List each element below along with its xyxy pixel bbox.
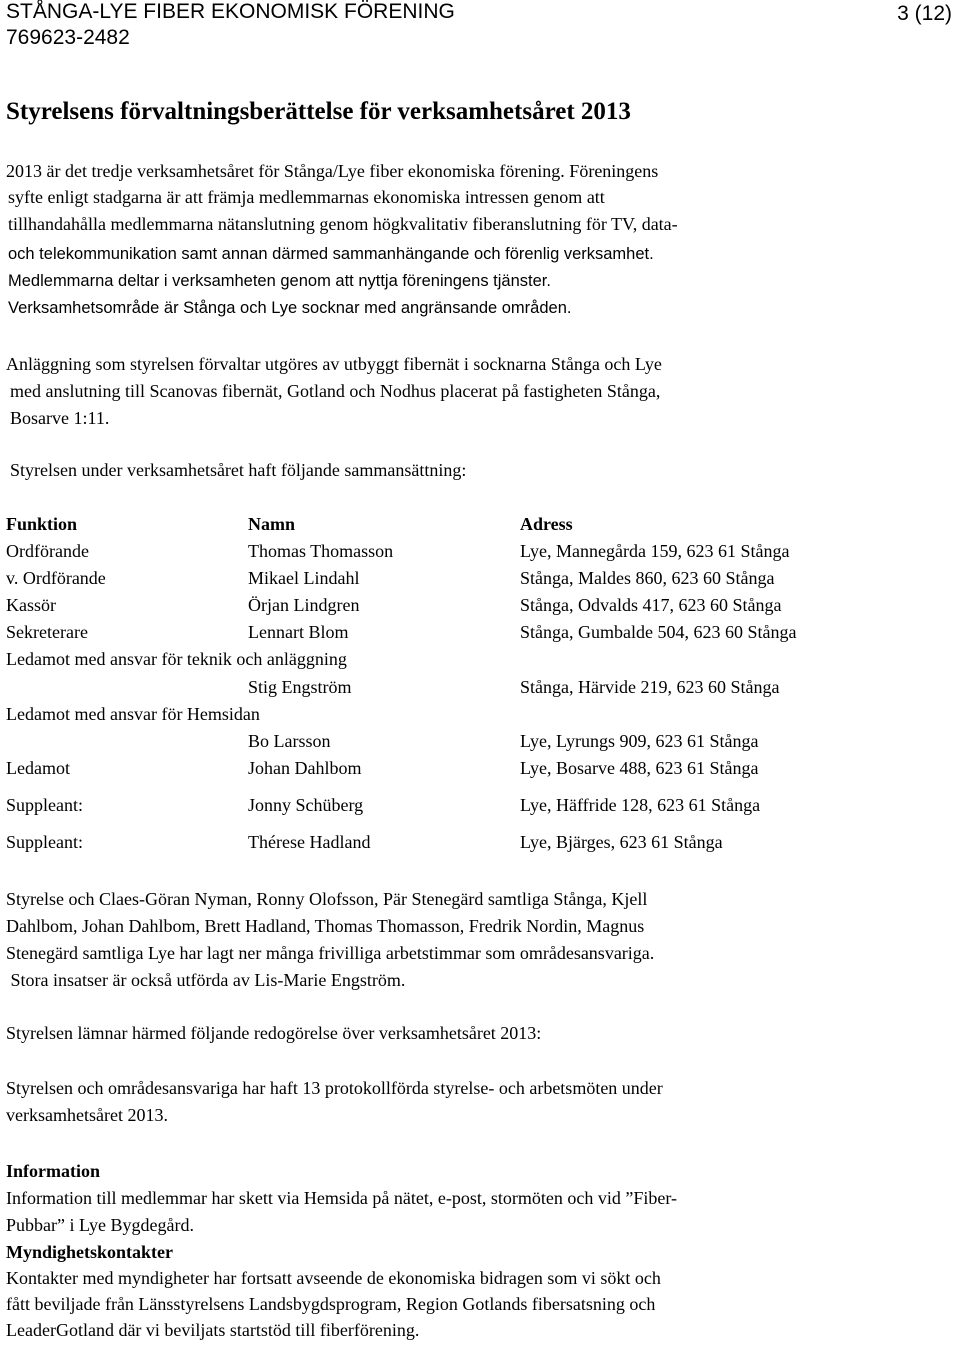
board-address: Stånga, Härvide 219, 623 60 Stånga (520, 677, 780, 697)
report-intro: Styrelsen lämnar härmed följande redogörelse över verksamhetsåret 2013: (6, 1023, 542, 1043)
board-header-address: Adress (520, 514, 573, 534)
board-role: Ledamot (6, 758, 70, 778)
board-address: Lye, Mannegårda 159, 623 61 Stånga (520, 541, 790, 561)
board-name: Thomas Thomasson (248, 541, 394, 561)
board-name: Mikael Lindahl (248, 568, 360, 588)
volunteers-line: Dahlbom, Johan Dahlbom, Brett Hadland, Thomas Thomasson, Fredrik Nordin, Magnus (6, 916, 645, 936)
board-name: Bo Larsson (248, 731, 331, 751)
intro-line: och telekommunikation samt annan därmed sammanhängande och förenlig verksamhet. (8, 245, 654, 263)
authorities-line: Kontakter med myndigheter har fortsatt avseende de ekonomiska bidragen som vi sökt och (6, 1268, 661, 1288)
board-role: Ledamot med ansvar för Hemsidan (6, 704, 260, 724)
information-section (6, 1158, 677, 1239)
board-role: Suppleant: (6, 795, 83, 815)
volunteers-line: Stora insatser är också utförda av Lis-Marie Engström. (6, 970, 406, 990)
board-role: Ledamot med ansvar för teknik och anläggning (6, 649, 347, 669)
board-address: Stånga, Odvalds 417, 623 60 Stånga (520, 595, 782, 615)
org-name: STÅNGA-LYE FIBER EKONOMISK FÖRENING (6, 0, 455, 23)
intro-line: syfte enligt stadgarna är att främja medlemmarnas ekonomiska intressen genom att (8, 187, 605, 207)
facility-line: Anläggning som styrelsen förvaltar utgöres av utbyggt fibernät i socknarna Stånga och Lye (6, 354, 662, 374)
board-intro: Styrelsen under verksamhetsåret haft följande sammansättning: (10, 460, 467, 480)
meetings-line: Styrelsen och områdesansvariga har haft 13 protokollförda styrelse- och arbetsmöten under (6, 1078, 663, 1098)
information-line: Information till medlemmar har skett via Hemsida på nätet, e-post, stormöten och vid ”Fiber- (6, 1188, 677, 1208)
authorities-heading: Myndighetskontakter (6, 1242, 174, 1262)
volunteers-line: Stenegärd samtliga Lye har lagt ner många frivilliga arbetstimmar som områdesansvariga. (6, 943, 655, 963)
board-name: Örjan Lindgren (248, 595, 360, 615)
intro-line: tillhandahålla medlemmarna nätanslutning genom högkvalitativ fiberanslutning för TV, data- (8, 214, 678, 234)
volunteers-paragraph (6, 886, 654, 994)
board-address: Lye, Lyrungs 909, 623 61 Stånga (520, 731, 759, 751)
authorities-section (6, 1239, 661, 1343)
board-name: Stig Engström (248, 677, 352, 697)
facility-line: med anslutning till Scanovas fibernät, Gotland och Nodhus placerat på fastigheten Stånga, (10, 381, 661, 401)
meetings-paragraph (6, 1075, 663, 1129)
board-name: Jonny Schüberg (248, 795, 364, 815)
facility-paragraph (6, 351, 662, 432)
board-name: Johan Dahlbom (248, 758, 362, 778)
board-address: Lye, Bjärges, 623 61 Stånga (520, 832, 723, 852)
board-address: Lye, Häffride 128, 623 61 Stånga (520, 795, 761, 815)
board-header-name: Namn (248, 514, 296, 534)
intro-line: Medlemmarna deltar i verksamheten genom att nyttja föreningens tjänster. (8, 272, 551, 290)
board-header-role: Funktion (6, 514, 78, 534)
board-role: Kassör (6, 595, 56, 615)
volunteers-line: Styrelse och Claes-Göran Nyman, Ronny Olofsson, Pär Stenegärd samtliga Stånga, Kjell (6, 889, 648, 909)
meetings-line: verksamhetsåret 2013. (6, 1105, 168, 1125)
board-address: Lye, Bosarve 488, 623 61 Stånga (520, 758, 759, 778)
intro-line: Verksamhetsområde är Stånga och Lye socknar med angränsande områden. (8, 299, 572, 317)
page-title: Styrelsens förvaltningsberättelse för verksamhetsåret 2013 (6, 98, 631, 125)
board-role: Suppleant: (6, 832, 83, 852)
intro-line: 2013 är det tredje verksamhetsåret för Stånga/Lye fiber ekonomiska förening. Föreningens (6, 161, 659, 181)
page-number: 3 (12) (897, 2, 952, 25)
board-name: Thérese Hadland (248, 832, 371, 852)
authorities-line: LeaderGotland där vi beviljats startstöd till fiberförening. (6, 1320, 420, 1340)
org-number: 769623-2482 (6, 26, 130, 49)
facility-line: Bosarve 1:11. (10, 408, 110, 428)
intro-paragraph-cont (8, 184, 678, 238)
board-address: Stånga, Gumbalde 504, 623 60 Stånga (520, 622, 797, 642)
intro-paragraph-sans (8, 241, 654, 322)
board-role: Ordförande (6, 541, 89, 561)
intro-paragraph (6, 158, 658, 185)
board-name: Lennart Blom (248, 622, 349, 642)
board-address: Stånga, Maldes 860, 623 60 Stånga (520, 568, 775, 588)
information-line: Pubbar” i Lye Bygdegård. (6, 1215, 194, 1235)
information-heading: Information (6, 1161, 100, 1181)
board-role: v. Ordförande (6, 568, 106, 588)
board-role: Sekreterare (6, 622, 88, 642)
authorities-line: fått beviljade från Länsstyrelsens Landsbygdsprogram, Region Gotlands fibersatsning och (6, 1294, 656, 1314)
